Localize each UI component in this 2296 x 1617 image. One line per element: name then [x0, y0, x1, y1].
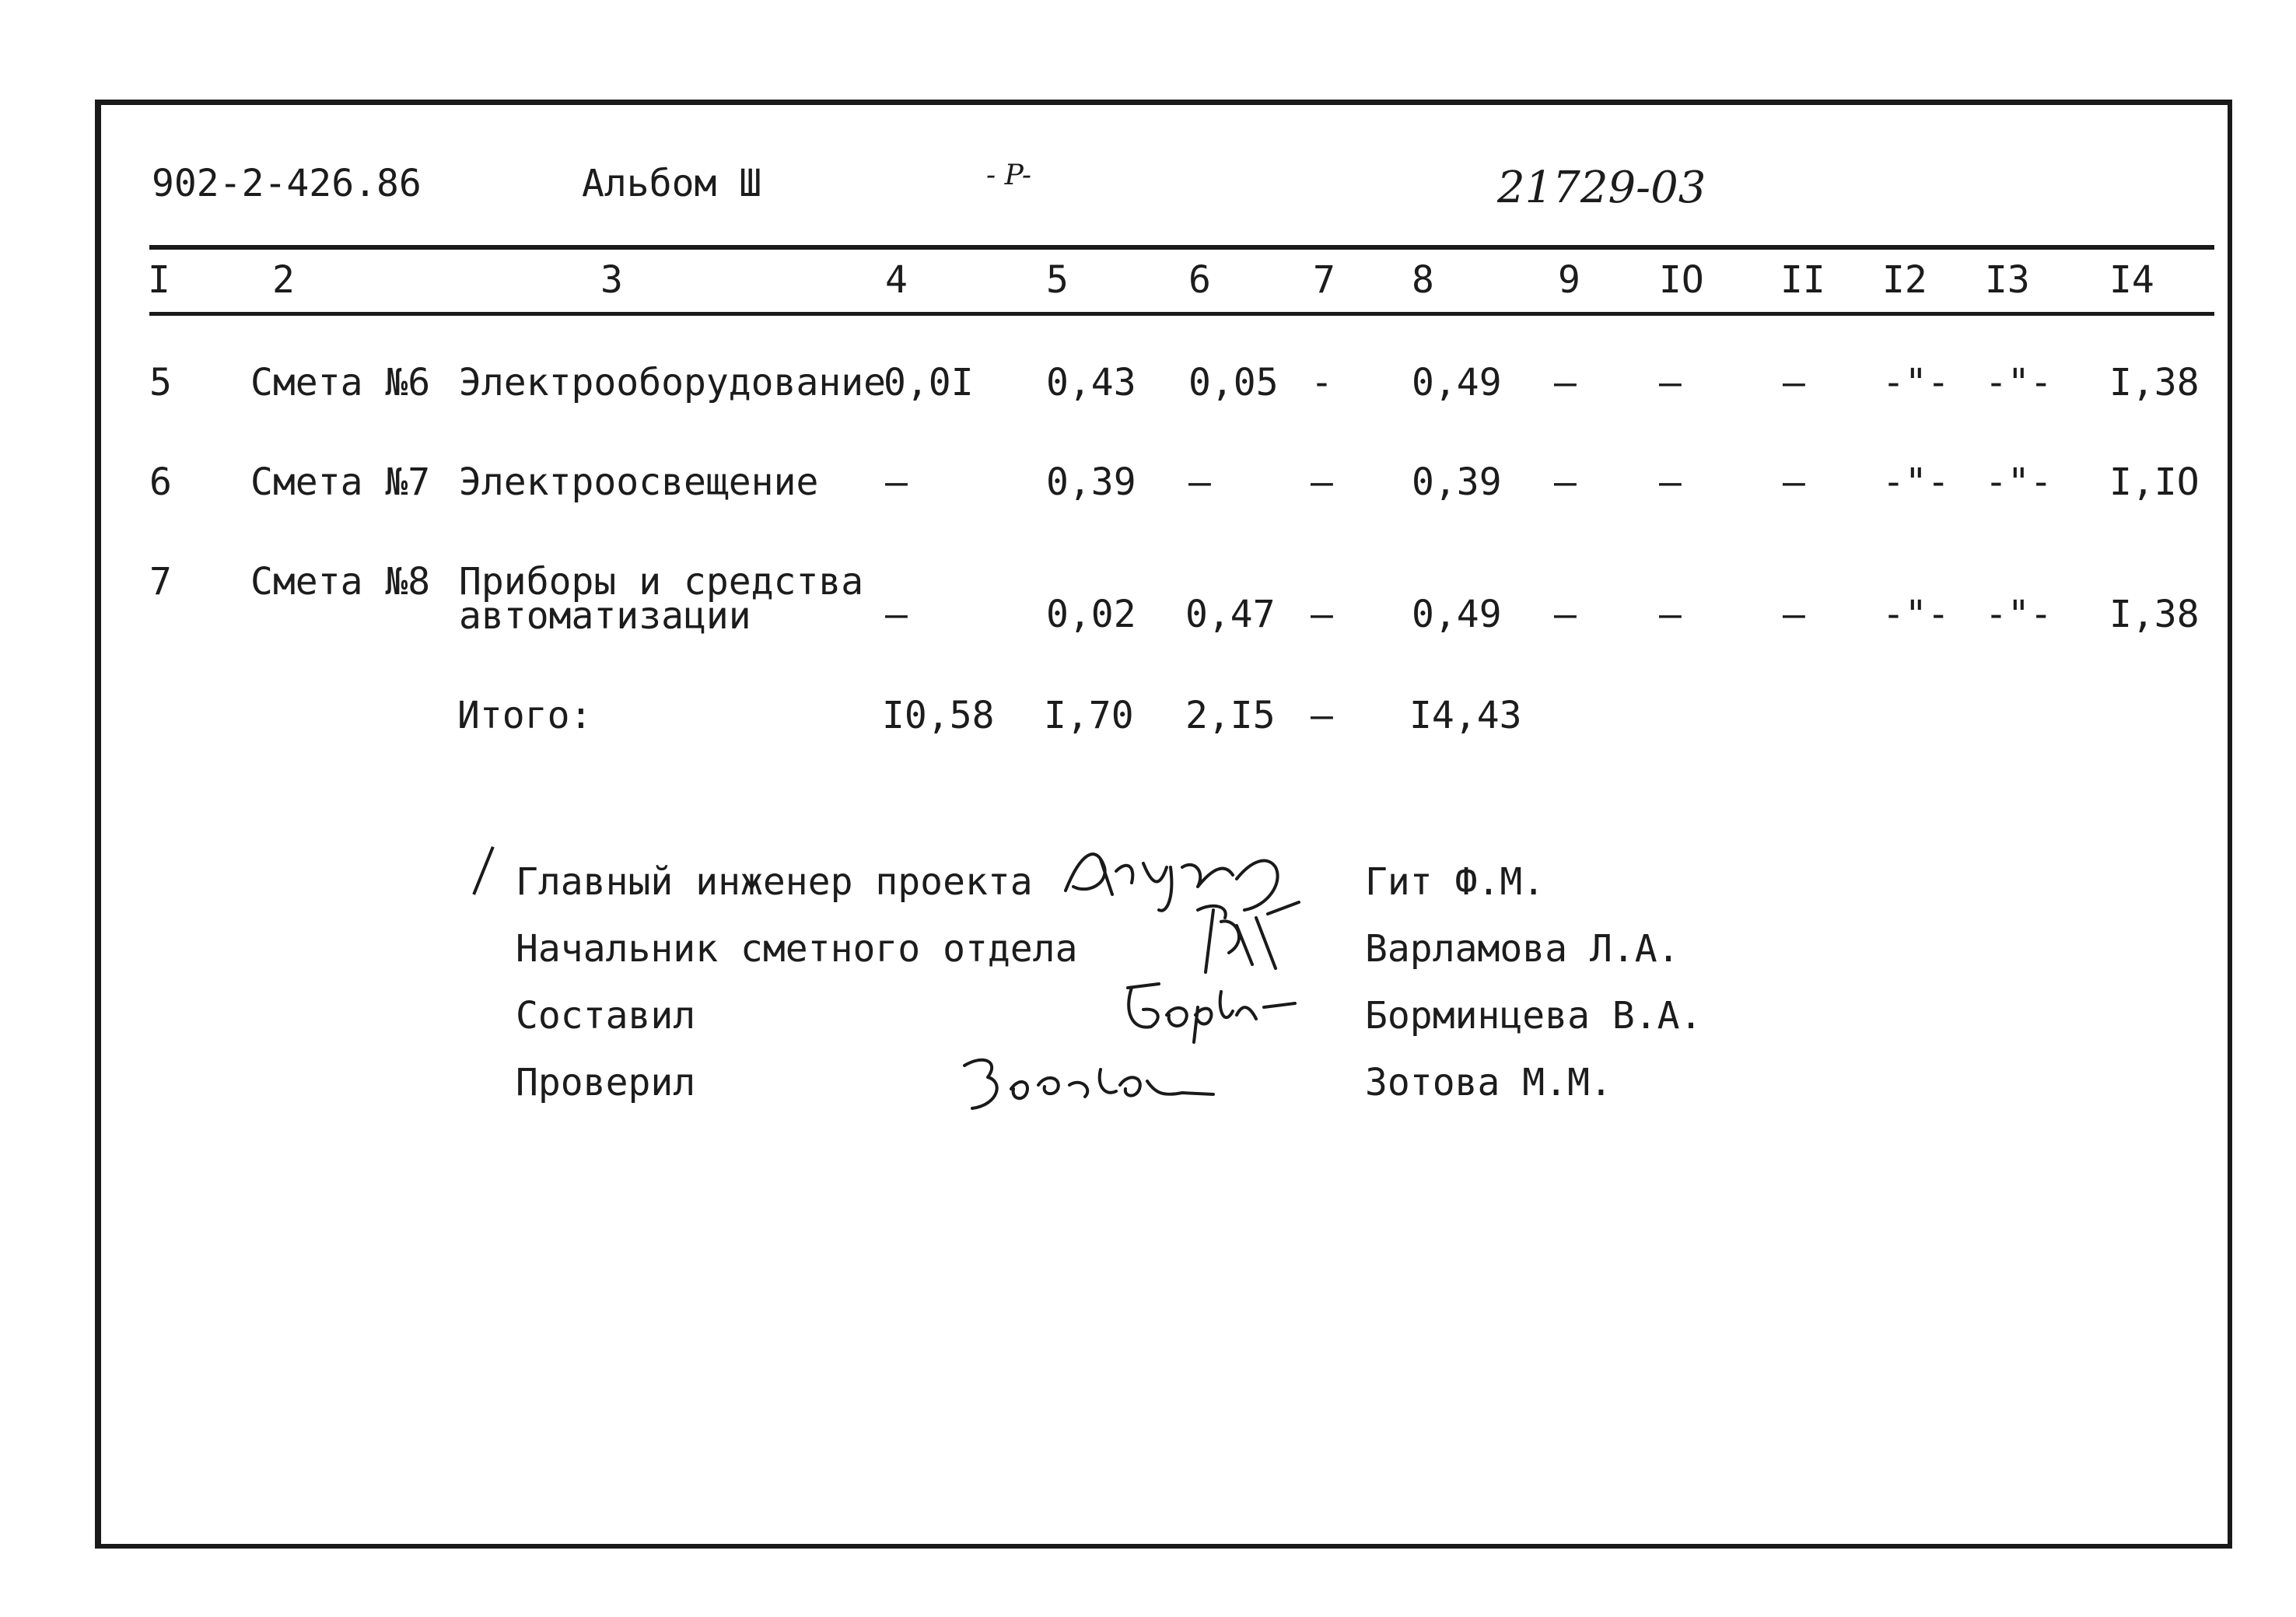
column-header-13: I3: [1985, 258, 2030, 302]
table-row-2-c7: –: [1311, 460, 1333, 504]
signature-name-1: Гит Ф.М.: [1365, 860, 1545, 904]
table-row-1-c12: -"-: [1882, 361, 1950, 404]
total-c7: –: [1311, 694, 1333, 737]
table-row-1-c5: 0,43: [1046, 361, 1136, 404]
inventory-number: 21729-03: [1497, 163, 1706, 213]
table-row-1-c4: 0,0I: [884, 361, 974, 404]
table-row-3-title-line2: автоматизации: [459, 594, 751, 638]
table-row-2-c8: 0,39: [1412, 460, 1502, 504]
table-row-1-c10: –: [1659, 361, 1682, 404]
table-row-1-c9: –: [1554, 361, 1577, 404]
total-c6: 2,I5: [1185, 694, 1276, 737]
column-header-14: I4: [2109, 258, 2154, 302]
table-row-2-c13: -"-: [1985, 460, 2053, 504]
signature-role-4: Проверил: [516, 1061, 696, 1104]
column-header-12: I2: [1882, 258, 1927, 302]
signature-mark-2: [1182, 894, 1322, 984]
total-c8: I4,43: [1409, 694, 1522, 737]
column-header-4: 4: [885, 258, 908, 302]
table-row-3-c5: 0,02: [1046, 593, 1136, 636]
table-row-3-c12: -"-: [1882, 593, 1950, 636]
table-row-2-estimate: Смета №7: [250, 460, 431, 504]
table-row-3-c13: -"-: [1985, 593, 2053, 636]
table-row-2-c10: –: [1659, 460, 1682, 504]
column-header-7: 7: [1313, 258, 1335, 302]
project-code: 902-2-426.86: [152, 162, 422, 205]
table-row-1-c14: I,38: [2109, 361, 2200, 404]
table-row-2-c6: –: [1188, 460, 1211, 504]
header-top-rule: [149, 245, 2214, 250]
table-row-2-c14: I,IO: [2109, 460, 2200, 504]
table-row-3-num: 7: [149, 560, 172, 604]
column-header-5: 5: [1046, 258, 1069, 302]
album-label: Альбом Ш: [582, 162, 762, 205]
column-header-9: 9: [1558, 258, 1580, 302]
signature-role-1: Главный инженер проекта: [516, 860, 1033, 904]
table-row-3-c14: I,38: [2109, 593, 2200, 636]
table-row-3-title-line1: Приборы и средства: [459, 560, 864, 604]
table-row-2-c4: –: [885, 460, 908, 504]
table-row-3-c10: –: [1659, 593, 1682, 636]
column-header-3: 3: [600, 258, 623, 302]
column-header-1: I: [148, 258, 170, 302]
table-row-2-c9: –: [1554, 460, 1577, 504]
table-row-3-c7: –: [1311, 593, 1333, 636]
total-c5: I,70: [1044, 694, 1134, 737]
header-bottom-rule: [149, 312, 2214, 316]
table-row-3-estimate: Смета №8: [250, 560, 431, 604]
signature-name-2: Варламова Л.А.: [1365, 927, 1680, 971]
table-row-2-c12: -"-: [1882, 460, 1950, 504]
total-label: Итого:: [457, 694, 593, 737]
table-row-1-c7: -: [1311, 361, 1333, 404]
column-header-6: 6: [1188, 258, 1211, 302]
table-row-1-title: Электрооборудование: [459, 361, 887, 404]
column-header-8: 8: [1412, 258, 1434, 302]
signature-name-4: Зотова М.М.: [1365, 1061, 1612, 1104]
page-border: [95, 100, 2232, 1549]
table-row-1-c8: 0,49: [1412, 361, 1502, 404]
signature-mark-4: [953, 1046, 1221, 1124]
table-row-3-c11: –: [1783, 593, 1805, 636]
table-row-1-estimate: Смета №6: [250, 361, 431, 404]
table-row-3-c4: –: [885, 593, 908, 636]
signature-name-3: Борминцева В.А.: [1365, 994, 1703, 1038]
signature-role-3: Составил: [516, 994, 696, 1038]
table-row-2-title: Электроосвещение: [459, 460, 819, 504]
table-row-1-num: 5: [149, 361, 172, 404]
table-row-2-c5: 0,39: [1046, 460, 1136, 504]
table-row-1-c13: -"-: [1985, 361, 2053, 404]
column-header-2: 2: [272, 258, 295, 302]
signature-role-2: Начальник сметного отдела: [516, 927, 1078, 971]
table-row-3-c6: 0,47: [1185, 593, 1276, 636]
signature-mark-3: [1116, 972, 1303, 1042]
table-row-3-c8: 0,49: [1412, 593, 1502, 636]
table-row-2-c11: –: [1783, 460, 1805, 504]
table-row-1-c11: –: [1783, 361, 1805, 404]
page-mark: - P-: [986, 159, 1032, 191]
table-row-2-num: 6: [149, 460, 172, 504]
column-header-11: II: [1780, 258, 1825, 302]
column-header-10: IO: [1659, 258, 1704, 302]
table-row-3-c9: –: [1554, 593, 1577, 636]
total-c4: I0,58: [882, 694, 995, 737]
table-row-1-c6: 0,05: [1188, 361, 1279, 404]
